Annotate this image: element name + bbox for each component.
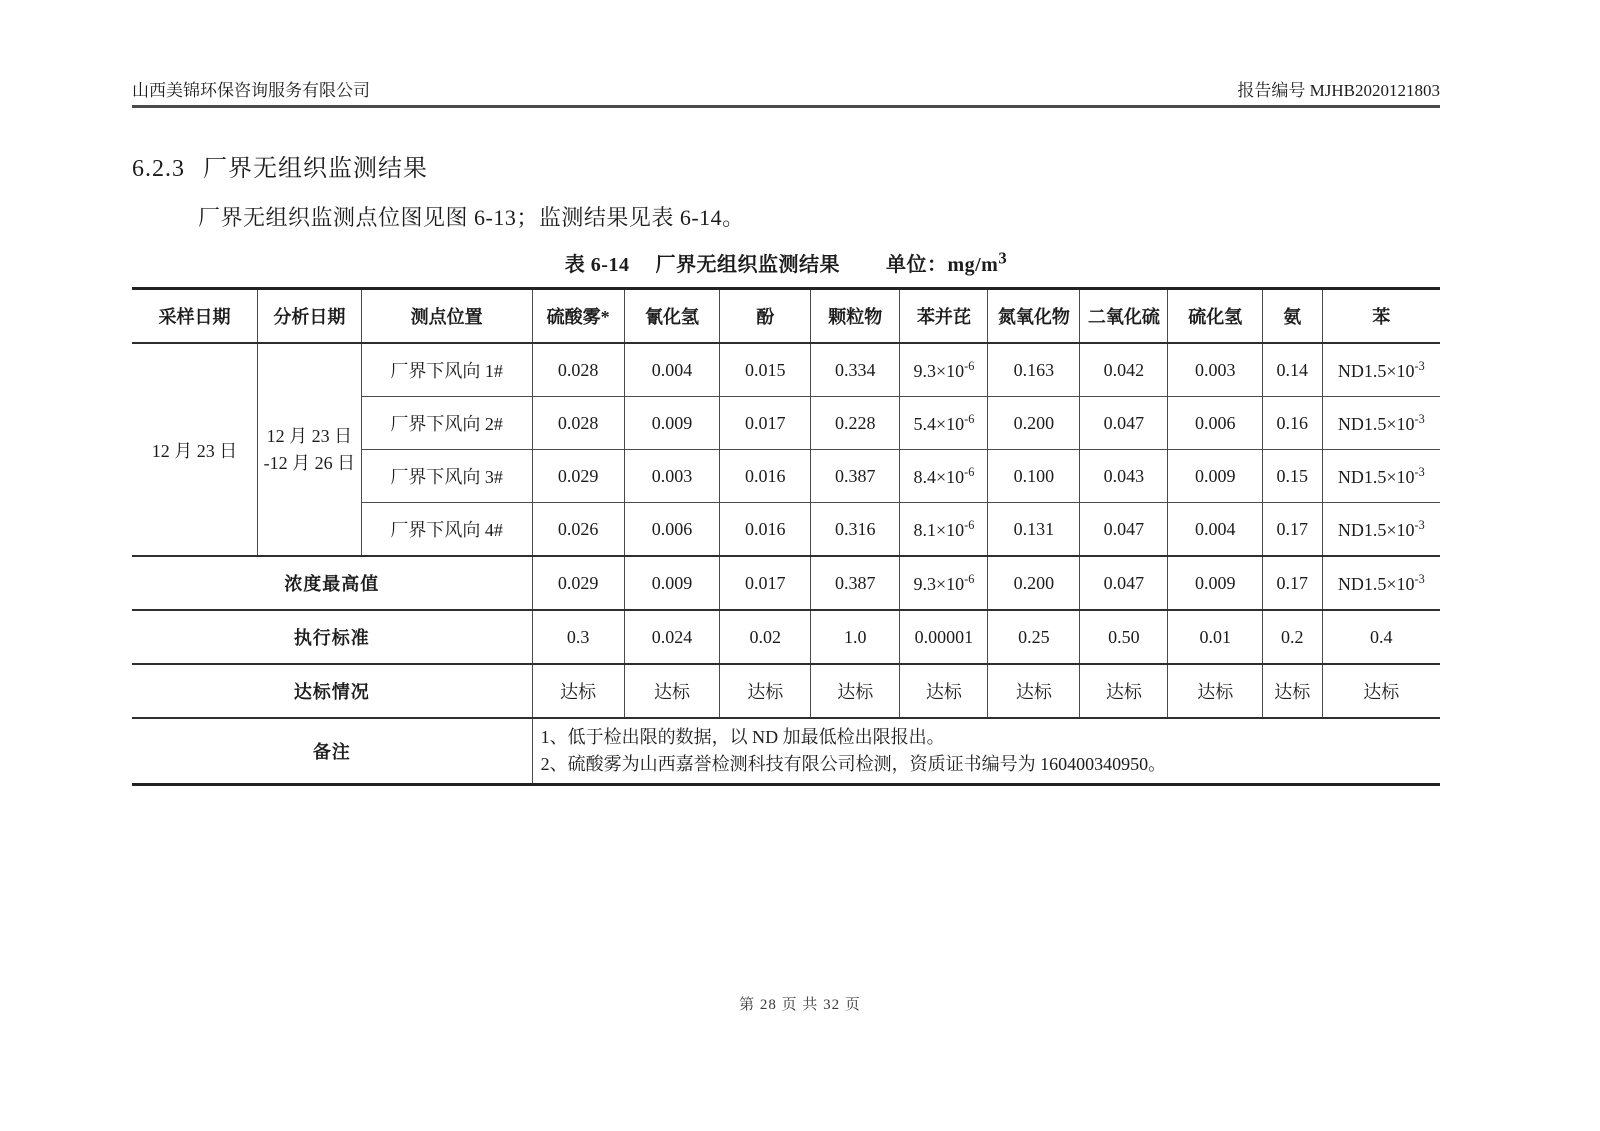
value-cell: 0.50 (1080, 610, 1168, 664)
value-cell: 0.006 (1168, 397, 1263, 450)
row-label-cell: 浓度最高值 (132, 556, 532, 610)
table-summary-row (132, 556, 1440, 610)
report-number: 报告编号 MJHB2020121803 (1237, 81, 1440, 100)
value-cell: 0.028 (532, 397, 624, 450)
table-header-cell: 颗粒物 (811, 289, 900, 344)
table-header-cell: 硫化氢 (1168, 289, 1263, 344)
value-cell: 0.16 (1262, 397, 1322, 450)
value-cell: 0.024 (624, 610, 720, 664)
value-cell: 达标 (811, 664, 900, 718)
row-label-cell: 达标情况 (132, 664, 532, 718)
value-cell: 达标 (988, 664, 1080, 718)
value-cell: 0.4 (1322, 610, 1440, 664)
value-cell: $8.1\times 10^{-6}$ (900, 503, 988, 557)
value-cell: 达标 (624, 664, 720, 718)
analysis-date-cell: 12 月 23 日 -12 月 26 日 (258, 343, 362, 556)
table-header-cell: 酚 (720, 289, 811, 344)
value-cell: 0.017 (720, 556, 811, 610)
value-cell: 0.14 (1262, 343, 1322, 397)
table-header-cell: 测点位置 (361, 289, 532, 344)
value-cell: 0.3 (532, 610, 624, 664)
value-cell: 0.028 (532, 343, 624, 397)
value-cell: 0.100 (988, 450, 1080, 503)
value-cell: 0.016 (720, 450, 811, 503)
value-cell: 0.042 (1080, 343, 1168, 397)
table-header-cell: 二氧化硫 (1080, 289, 1168, 344)
table-summary-row (132, 610, 1440, 664)
table-caption-unit (885, 248, 1008, 276)
value-cell: 达标 (1168, 664, 1263, 718)
value-cell: 0.17 (1262, 556, 1322, 610)
section-title: 厂界无组织监测结果 (203, 156, 428, 182)
table-head (132, 289, 1440, 344)
table-header-cell: 氨 (1262, 289, 1322, 344)
value-cell: 0.334 (811, 343, 900, 397)
value-cell: $8.4\times 10^{-6}$ (900, 450, 988, 503)
row-label-cell: 执行标准 (132, 610, 532, 664)
value-cell: 0.009 (624, 556, 720, 610)
table-caption-label: 表 6-14 (564, 254, 630, 276)
value-cell: 0.003 (624, 450, 720, 503)
value-cell: $5.4\times 10^{-6}$ (900, 397, 988, 450)
remark-line: 1、低于检出限的数据，以 ND 加最低检出限报出。 (540, 727, 945, 747)
value-cell: 0.003 (1168, 343, 1263, 397)
value-cell: 达标 (720, 664, 811, 718)
value-cell: 0.00001 (900, 610, 988, 664)
value-cell: $ND1.5\times 10^{-3}$ (1322, 503, 1440, 557)
value-cell: 0.01 (1168, 610, 1263, 664)
table-header-row (132, 289, 1440, 344)
value-cell: 0.004 (1168, 503, 1263, 557)
value-cell: 0.043 (1080, 450, 1168, 503)
value-cell: 0.009 (1168, 450, 1263, 503)
location-cell: 厂界下风向 3# (361, 450, 532, 503)
section-number: 6.2.3 (132, 156, 185, 182)
table-row (132, 343, 1440, 397)
page-footer: 第 28 页 共 32 页 (739, 997, 861, 1013)
remark-label-cell: 备注 (132, 718, 532, 785)
value-cell: 达标 (900, 664, 988, 718)
value-cell: 0.009 (1168, 556, 1263, 610)
location-cell: 厂界下风向 2# (361, 397, 532, 450)
value-cell: 达标 (532, 664, 624, 718)
value-cell: 0.017 (720, 397, 811, 450)
value-cell: 0.131 (988, 503, 1080, 557)
location-cell: 厂界下风向 4# (361, 503, 532, 557)
table-caption (132, 248, 1440, 277)
value-cell: 0.047 (1080, 556, 1168, 610)
value-cell: 0.015 (720, 343, 811, 397)
table-header-cell: 分析日期 (258, 289, 362, 344)
table-header-cell: 采样日期 (132, 289, 258, 344)
remark-cell (532, 718, 1440, 785)
value-cell: $ND1.5\times 10^{-3}$ (1322, 556, 1440, 610)
value-cell: 0.006 (624, 503, 720, 557)
value-cell: 0.200 (988, 397, 1080, 450)
value-cell: 0.02 (720, 610, 811, 664)
value-cell: 0.009 (624, 397, 720, 450)
value-cell: $ND1.5\times 10^{-3}$ (1322, 450, 1440, 503)
location-cell: 厂界下风向 1# (361, 343, 532, 397)
value-cell: 1.0 (811, 610, 900, 664)
value-cell: 0.228 (811, 397, 900, 450)
value-cell: $9.3\times 10^{-6}$ (900, 343, 988, 397)
table-header-cell: 氮氧化物 (988, 289, 1080, 344)
value-cell: $9.3\times 10^{-6}$ (900, 556, 988, 610)
unit-value: $mg/m^3$ (947, 248, 1008, 276)
monitoring-table (132, 287, 1440, 786)
table-remark-row (132, 718, 1440, 785)
value-cell: 0.047 (1080, 397, 1168, 450)
value-cell: 0.25 (988, 610, 1080, 664)
value-cell: $ND1.5\times 10^{-3}$ (1322, 343, 1440, 397)
section-heading (132, 148, 1440, 183)
value-cell: 0.316 (811, 503, 900, 557)
value-cell: 0.200 (988, 556, 1080, 610)
value-cell: 0.047 (1080, 503, 1168, 557)
value-cell: 0.15 (1262, 450, 1322, 503)
body-paragraph: 厂界无组织监测点位图见图 6-13；监测结果见表 6-14。 (198, 205, 745, 230)
page-header (132, 0, 1440, 108)
sampling-date-cell: 12 月 23 日 (132, 343, 258, 556)
value-cell: 0.016 (720, 503, 811, 557)
table-header-cell: 苯 (1322, 289, 1440, 344)
value-cell: 0.163 (988, 343, 1080, 397)
table-header-cell: 苯并芘 (900, 289, 988, 344)
value-cell: 0.004 (624, 343, 720, 397)
remark-line: 2、硫酸雾为山西嘉誉检测科技有限公司检测，资质证书编号为 160400340950。 (540, 754, 1167, 774)
value-cell: 0.029 (532, 556, 624, 610)
value-cell: 0.2 (1262, 610, 1322, 664)
value-cell: 0.026 (532, 503, 624, 557)
value-cell: 0.387 (811, 450, 900, 503)
table-caption-title: 厂界无组织监测结果 (655, 254, 840, 276)
company-name: 山西美锦环保咨询服务有限公司 (132, 81, 370, 100)
table-header-cell: 硫酸雾* (532, 289, 624, 344)
value-cell: $ND1.5\times 10^{-3}$ (1322, 397, 1440, 450)
table-summary-row (132, 664, 1440, 718)
value-cell: 0.029 (532, 450, 624, 503)
value-cell: 达标 (1322, 664, 1440, 718)
value-cell: 达标 (1262, 664, 1322, 718)
value-cell: 0.387 (811, 556, 900, 610)
table-header-cell: 氰化氢 (624, 289, 720, 344)
value-cell: 0.17 (1262, 503, 1322, 557)
unit-label: 单位： (885, 254, 948, 276)
value-cell: 达标 (1080, 664, 1168, 718)
table-body (132, 343, 1440, 785)
